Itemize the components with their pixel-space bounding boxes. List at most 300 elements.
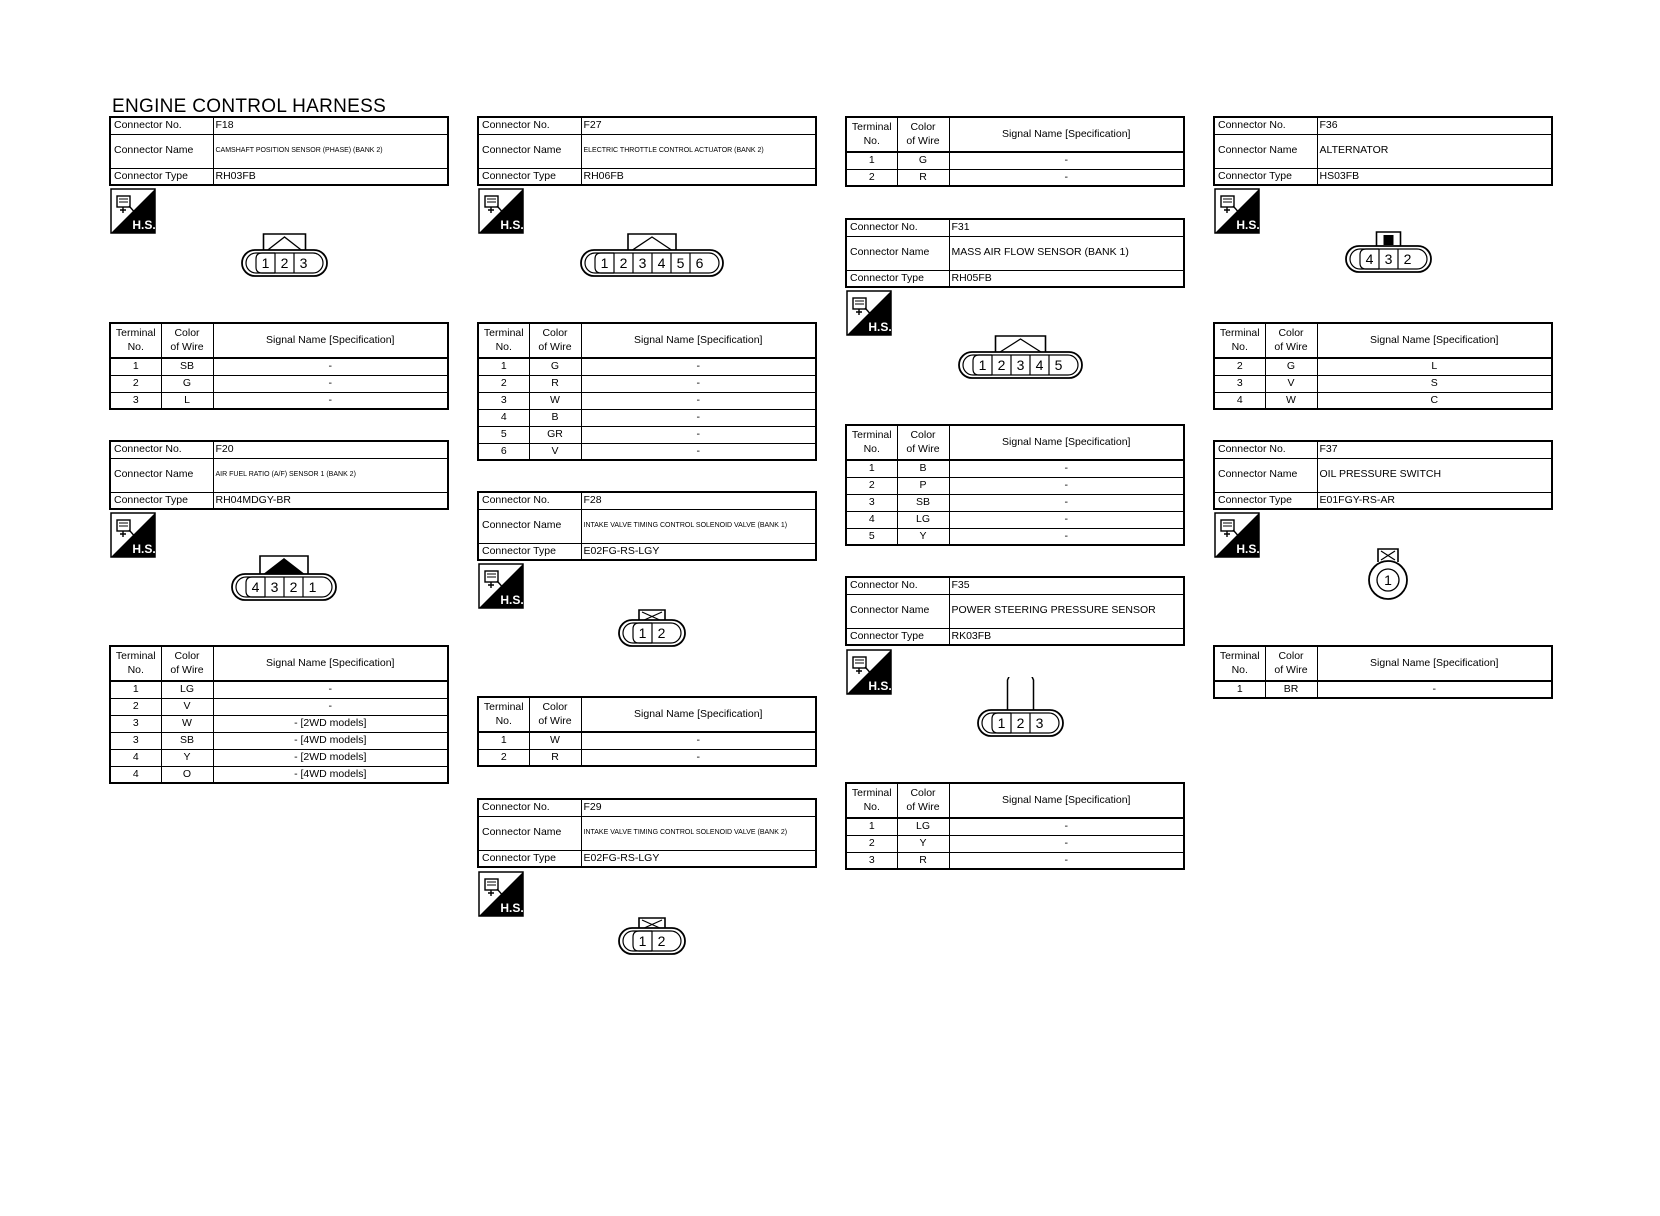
terminal-no-header-line2: No. bbox=[1231, 663, 1248, 676]
pin-label: 2 bbox=[997, 357, 1005, 373]
connector-no-value: F31 bbox=[949, 219, 1184, 236]
color-of-wire-header-line2: of Wire bbox=[906, 800, 940, 813]
color-of-wire-header-line2: of Wire bbox=[1274, 340, 1308, 353]
connector-no-value: F20 bbox=[213, 441, 448, 458]
wire-color-cell: SB bbox=[161, 732, 213, 749]
connector-name-row bbox=[110, 134, 448, 168]
connector-name-value: INTAKE VALVE TIMING CONTROL SOLENOID VALVE (BANK 2) bbox=[581, 816, 816, 850]
connector-type-value: E02FG-RS-LGY bbox=[581, 850, 816, 867]
connector-no-label: Connector No. bbox=[110, 441, 213, 458]
table-row bbox=[110, 392, 448, 409]
connector-no-row bbox=[846, 219, 1184, 236]
terminal-no-header-line1: Terminal bbox=[115, 650, 156, 663]
pin-label: 3 bbox=[1016, 357, 1024, 373]
terminal-no-header-line1: Terminal bbox=[851, 787, 892, 800]
connector-name-label: Connector Name bbox=[1214, 458, 1317, 492]
connector-diagram-f28 bbox=[616, 587, 688, 649]
signal-name-cell: - bbox=[949, 460, 1184, 477]
connector-name-row bbox=[1214, 458, 1552, 492]
terminal-table-header bbox=[1214, 323, 1552, 358]
pin-label: 2 bbox=[619, 255, 628, 271]
pin-label: 2 bbox=[657, 625, 666, 641]
terminal-no-cell: 1 bbox=[478, 732, 529, 749]
wire-color-cell: V bbox=[529, 443, 581, 460]
color-of-wire-header bbox=[897, 425, 949, 460]
signal-name-header: Signal Name [Specification] bbox=[213, 323, 448, 358]
terminal-no-header bbox=[846, 117, 897, 152]
terminal-no-cell: 3 bbox=[1214, 375, 1265, 392]
pin-label: 6 bbox=[695, 255, 704, 271]
connector-name-row bbox=[478, 816, 816, 850]
wire-color-cell: Y bbox=[897, 835, 949, 852]
connector-type-label: Connector Type bbox=[1214, 492, 1317, 509]
connector-latch bbox=[1007, 677, 1033, 711]
connector-name-value: CAMSHAFT POSITION SENSOR (PHASE) (BANK 2) bbox=[213, 134, 448, 168]
color-of-wire-header-line1: Color bbox=[174, 650, 200, 663]
color-of-wire-header-line1: Color bbox=[910, 429, 936, 442]
pin-label: 1 bbox=[997, 715, 1005, 731]
connector-type-label: Connector Type bbox=[846, 628, 949, 645]
connector-type-label: Connector Type bbox=[1214, 168, 1317, 185]
signal-name-header: Signal Name [Specification] bbox=[581, 697, 816, 732]
connector-diagram-f35 bbox=[975, 677, 1066, 739]
terminal-no-cell: 3 bbox=[478, 392, 529, 409]
terminal-no-cell: 3 bbox=[110, 392, 161, 409]
connector-no-value: F27 bbox=[581, 117, 816, 134]
wire-color-cell: W bbox=[1265, 392, 1317, 409]
signal-name-cell: - [4WD models] bbox=[213, 766, 448, 783]
connector-name-row bbox=[1214, 134, 1552, 168]
terminal-no-cell: 2 bbox=[110, 698, 161, 715]
color-of-wire-header-line2: of Wire bbox=[538, 340, 572, 353]
connector-type-row bbox=[110, 492, 448, 509]
signal-name-header: Signal Name [Specification] bbox=[949, 425, 1184, 460]
terminal-no-cell: 3 bbox=[846, 494, 897, 511]
terminal-no-header bbox=[846, 783, 897, 818]
terminal-no-cell: 2 bbox=[846, 835, 897, 852]
color-of-wire-header bbox=[897, 117, 949, 152]
table-row bbox=[110, 732, 448, 749]
hs-harness-side-icon bbox=[110, 512, 156, 558]
table-row bbox=[846, 511, 1184, 528]
connector-type-value: RH03FB bbox=[213, 168, 448, 185]
terminal-table-f28 bbox=[477, 696, 817, 767]
terminal-no-header-line1: Terminal bbox=[1219, 650, 1260, 663]
signal-name-header: Signal Name [Specification] bbox=[1317, 323, 1552, 358]
hs-badge-label: H.S. bbox=[1236, 218, 1260, 232]
pin-label: 3 bbox=[638, 255, 647, 271]
table-row bbox=[846, 169, 1184, 186]
wire-color-cell: GR bbox=[529, 426, 581, 443]
table-row bbox=[478, 409, 816, 426]
hs-badge-label: H.S. bbox=[500, 901, 524, 915]
terminal-table bbox=[477, 322, 817, 461]
terminal-no-cell: 1 bbox=[1214, 681, 1265, 698]
hs-badge-label: H.S. bbox=[1236, 542, 1260, 556]
table-row bbox=[846, 152, 1184, 169]
wire-color-cell: G bbox=[529, 358, 581, 375]
table-row bbox=[846, 528, 1184, 545]
table-row bbox=[110, 749, 448, 766]
connector-name-row bbox=[110, 458, 448, 492]
terminal-table-f29 bbox=[845, 116, 1185, 187]
wire-color-cell: SB bbox=[897, 494, 949, 511]
table-row bbox=[110, 715, 448, 732]
terminal-no-header-line1: Terminal bbox=[483, 327, 524, 340]
connector-no-row bbox=[478, 492, 816, 509]
connector-diagram-f18 bbox=[239, 217, 330, 279]
table-row bbox=[846, 477, 1184, 494]
wire-color-cell: W bbox=[529, 732, 581, 749]
terminal-table-f35 bbox=[845, 782, 1185, 870]
signal-name-cell: - bbox=[949, 152, 1184, 169]
terminal-no-cell: 5 bbox=[846, 528, 897, 545]
connector-type-row bbox=[478, 850, 816, 867]
connector-no-value: F36 bbox=[1317, 117, 1552, 134]
pin-label: 4 bbox=[1365, 251, 1373, 267]
terminal-no-cell: 1 bbox=[478, 358, 529, 375]
color-of-wire-header-line2: of Wire bbox=[538, 714, 572, 727]
terminal-no-header-line2: No. bbox=[863, 800, 880, 813]
wire-color-cell: G bbox=[897, 152, 949, 169]
pin-label: 3 bbox=[270, 579, 279, 595]
signal-name-cell: - bbox=[949, 477, 1184, 494]
color-of-wire-header bbox=[1265, 323, 1317, 358]
terminal-no-header bbox=[110, 646, 161, 681]
connector-name-row bbox=[478, 509, 816, 543]
connector-type-row bbox=[846, 628, 1184, 645]
color-of-wire-header-line2: of Wire bbox=[170, 340, 204, 353]
wire-color-cell: O bbox=[161, 766, 213, 783]
terminal-table bbox=[1213, 322, 1553, 410]
terminal-table bbox=[1213, 645, 1553, 699]
terminal-no-header-line1: Terminal bbox=[483, 701, 524, 714]
signal-name-cell: - [2WD models] bbox=[213, 715, 448, 732]
connector-name-value: MASS AIR FLOW SENSOR (BANK 1) bbox=[949, 236, 1184, 270]
terminal-no-cell: 4 bbox=[846, 511, 897, 528]
wire-color-cell: LG bbox=[897, 511, 949, 528]
connector-no-row bbox=[110, 441, 448, 458]
table-row bbox=[846, 818, 1184, 835]
wire-color-cell: LG bbox=[161, 681, 213, 698]
terminal-table bbox=[845, 782, 1185, 870]
hs-badge-label: H.S. bbox=[500, 218, 524, 232]
pin-label: 1 bbox=[600, 255, 609, 271]
wire-color-cell: Y bbox=[161, 749, 213, 766]
pin-label: 2 bbox=[289, 579, 298, 595]
connector-type-value: E02FG-RS-LGY bbox=[581, 543, 816, 560]
connector-info-f20 bbox=[109, 440, 449, 510]
wire-color-cell: R bbox=[529, 375, 581, 392]
signal-name-header: Signal Name [Specification] bbox=[581, 323, 816, 358]
terminal-no-header bbox=[1214, 323, 1265, 358]
wire-color-cell: Y bbox=[897, 528, 949, 545]
connector-no-label: Connector No. bbox=[478, 799, 581, 816]
terminal-no-header bbox=[1214, 646, 1265, 681]
table-row bbox=[1214, 358, 1552, 375]
color-of-wire-header bbox=[161, 646, 213, 681]
terminal-no-cell: 2 bbox=[478, 749, 529, 766]
connector-no-value: F35 bbox=[949, 577, 1184, 594]
connector-name-value: OIL PRESSURE SWITCH bbox=[1317, 458, 1552, 492]
wire-color-cell: P bbox=[897, 477, 949, 494]
terminal-table-f27 bbox=[477, 322, 817, 461]
signal-name-cell: - bbox=[581, 358, 816, 375]
wire-color-cell: W bbox=[161, 715, 213, 732]
color-of-wire-header-line1: Color bbox=[542, 701, 568, 714]
table-row bbox=[478, 443, 816, 460]
signal-name-cell: - bbox=[949, 852, 1184, 869]
connector-name-value: ALTERNATOR bbox=[1317, 134, 1552, 168]
table-row bbox=[1214, 375, 1552, 392]
connector-info-table bbox=[477, 798, 817, 868]
terminal-table-header bbox=[110, 323, 448, 358]
color-of-wire-header-line2: of Wire bbox=[906, 442, 940, 455]
hs-harness-side-icon bbox=[846, 290, 892, 336]
signal-name-cell: - bbox=[581, 375, 816, 392]
signal-name-cell: - bbox=[213, 375, 448, 392]
wire-color-cell: R bbox=[529, 749, 581, 766]
terminal-no-cell: 4 bbox=[110, 766, 161, 783]
terminal-no-cell: 3 bbox=[110, 715, 161, 732]
pin-label: 2 bbox=[1016, 715, 1024, 731]
connector-type-label: Connector Type bbox=[110, 492, 213, 509]
signal-name-header: Signal Name [Specification] bbox=[949, 117, 1184, 152]
terminal-no-cell: 4 bbox=[478, 409, 529, 426]
signal-name-cell: S bbox=[1317, 375, 1552, 392]
signal-name-cell: - [2WD models] bbox=[213, 749, 448, 766]
connector-info-f29 bbox=[477, 798, 817, 868]
signal-name-header: Signal Name [Specification] bbox=[213, 646, 448, 681]
hs-badge-label: H.S. bbox=[868, 679, 892, 693]
color-of-wire-header-line2: of Wire bbox=[1274, 663, 1308, 676]
terminal-no-header-line2: No. bbox=[863, 134, 880, 147]
terminal-table-f37 bbox=[1213, 645, 1553, 699]
connector-no-label: Connector No. bbox=[846, 219, 949, 236]
hs-harness-side-icon bbox=[846, 649, 892, 695]
connector-name-label: Connector Name bbox=[478, 816, 581, 850]
hs-harness-side-icon bbox=[1214, 188, 1260, 234]
color-of-wire-header-line2: of Wire bbox=[170, 663, 204, 676]
color-of-wire-header bbox=[897, 783, 949, 818]
pin-label: 1 bbox=[308, 579, 317, 595]
terminal-no-cell: 3 bbox=[846, 852, 897, 869]
connector-info-f28 bbox=[477, 491, 817, 561]
signal-name-cell: - bbox=[581, 443, 816, 460]
pin-label: 3 bbox=[1384, 251, 1392, 267]
connector-name-label: Connector Name bbox=[110, 134, 213, 168]
connector-no-value: F29 bbox=[581, 799, 816, 816]
wire-color-cell: BR bbox=[1265, 681, 1317, 698]
wire-color-cell: V bbox=[161, 698, 213, 715]
pin-label: 3 bbox=[299, 255, 307, 271]
color-of-wire-header bbox=[529, 697, 581, 732]
connector-diagram-f31 bbox=[956, 319, 1085, 381]
hs-badge-label: H.S. bbox=[132, 218, 156, 232]
pin-label: 2 bbox=[1403, 251, 1411, 267]
connector-info-table bbox=[845, 218, 1185, 288]
connector-name-value: AIR FUEL RATIO (A/F) SENSOR 1 (BANK 2) bbox=[213, 458, 448, 492]
signal-name-cell: - bbox=[1317, 681, 1552, 698]
connector-type-row bbox=[846, 270, 1184, 287]
connector-type-value: HS03FB bbox=[1317, 168, 1552, 185]
hs-badge-label: H.S. bbox=[868, 320, 892, 334]
terminal-no-cell: 1 bbox=[846, 152, 897, 169]
wire-color-cell: R bbox=[897, 852, 949, 869]
terminal-no-cell: 1 bbox=[846, 818, 897, 835]
connector-name-row bbox=[846, 236, 1184, 270]
terminal-table bbox=[109, 322, 449, 410]
terminal-table bbox=[845, 424, 1185, 546]
connector-no-value: F28 bbox=[581, 492, 816, 509]
color-of-wire-header bbox=[1265, 646, 1317, 681]
connector-name-label: Connector Name bbox=[846, 236, 949, 270]
pin-label: 1 bbox=[638, 933, 647, 949]
connector-info-table bbox=[477, 491, 817, 561]
signal-name-cell: - bbox=[949, 528, 1184, 545]
connector-info-table bbox=[109, 116, 449, 186]
terminal-no-cell: 4 bbox=[110, 749, 161, 766]
signal-name-cell: - bbox=[949, 494, 1184, 511]
connector-no-value: F37 bbox=[1317, 441, 1552, 458]
wire-color-cell: L bbox=[161, 392, 213, 409]
connector-type-row bbox=[478, 543, 816, 560]
wire-color-cell: SB bbox=[161, 358, 213, 375]
terminal-no-header-line1: Terminal bbox=[851, 121, 892, 134]
terminal-table-f18 bbox=[109, 322, 449, 410]
terminal-no-header-line1: Terminal bbox=[115, 327, 156, 340]
connector-type-label: Connector Type bbox=[478, 543, 581, 560]
connector-type-label: Connector Type bbox=[110, 168, 213, 185]
hs-harness-side-icon bbox=[478, 563, 524, 609]
terminal-no-header-line1: Terminal bbox=[851, 429, 892, 442]
color-of-wire-header bbox=[161, 323, 213, 358]
terminal-table-header bbox=[846, 117, 1184, 152]
table-row bbox=[110, 681, 448, 698]
terminal-table-header bbox=[846, 783, 1184, 818]
connector-name-label: Connector Name bbox=[478, 509, 581, 543]
terminal-no-header-line2: No. bbox=[1231, 340, 1248, 353]
connector-info-table bbox=[109, 440, 449, 510]
connector-no-value: F18 bbox=[213, 117, 448, 134]
pin-label: 4 bbox=[1035, 357, 1043, 373]
color-of-wire-header-line1: Color bbox=[542, 327, 568, 340]
table-row bbox=[110, 698, 448, 715]
table-row bbox=[110, 375, 448, 392]
connector-type-label: Connector Type bbox=[478, 168, 581, 185]
terminal-no-header bbox=[110, 323, 161, 358]
color-of-wire-header-line1: Color bbox=[1278, 327, 1304, 340]
pin-label: 4 bbox=[251, 579, 260, 595]
terminal-no-header bbox=[478, 697, 529, 732]
table-row bbox=[478, 426, 816, 443]
terminal-no-header-line2: No. bbox=[127, 663, 144, 676]
color-of-wire-header-line1: Color bbox=[174, 327, 200, 340]
terminal-table bbox=[477, 696, 817, 767]
connector-name-value: ELECTRIC THROTTLE CONTROL ACTUATOR (BANK 2) bbox=[581, 134, 816, 168]
connector-info-f35 bbox=[845, 576, 1185, 646]
table-row bbox=[478, 392, 816, 409]
table-row bbox=[478, 749, 816, 766]
connector-type-value: RH04MDGY-BR bbox=[213, 492, 448, 509]
terminal-table-header bbox=[1214, 646, 1552, 681]
connector-info-f27 bbox=[477, 116, 817, 186]
terminal-no-cell: 3 bbox=[110, 732, 161, 749]
connector-type-value: E01FGY-RS-AR bbox=[1317, 492, 1552, 509]
terminal-table-header bbox=[846, 425, 1184, 460]
signal-name-cell: - bbox=[581, 749, 816, 766]
connector-no-row bbox=[1214, 441, 1552, 458]
connector-type-row bbox=[478, 168, 816, 185]
connector-info-f31 bbox=[845, 218, 1185, 288]
signal-name-cell: - bbox=[581, 409, 816, 426]
table-row bbox=[110, 358, 448, 375]
hs-harness-side-icon bbox=[478, 871, 524, 917]
table-row bbox=[1214, 392, 1552, 409]
signal-name-cell: - bbox=[949, 169, 1184, 186]
connector-no-row bbox=[846, 577, 1184, 594]
wire-color-cell: LG bbox=[897, 818, 949, 835]
hs-harness-side-icon bbox=[110, 188, 156, 234]
terminal-no-cell: 4 bbox=[1214, 392, 1265, 409]
pin-label: 1 bbox=[978, 357, 986, 373]
pin-label: 2 bbox=[280, 255, 288, 271]
table-row bbox=[846, 835, 1184, 852]
connector-no-row bbox=[478, 117, 816, 134]
connector-name-label: Connector Name bbox=[1214, 134, 1317, 168]
connector-no-label: Connector No. bbox=[478, 117, 581, 134]
terminal-no-cell: 2 bbox=[478, 375, 529, 392]
connector-diagram-f37 bbox=[1366, 546, 1410, 602]
terminal-no-cell: 1 bbox=[846, 460, 897, 477]
table-row bbox=[110, 766, 448, 783]
pin-label: 5 bbox=[1054, 357, 1062, 373]
wire-color-cell: V bbox=[1265, 375, 1317, 392]
connector-no-label: Connector No. bbox=[1214, 441, 1317, 458]
pin-label: 1 bbox=[261, 255, 269, 271]
signal-name-cell: - bbox=[213, 698, 448, 715]
pin-label: 1 bbox=[1384, 572, 1392, 588]
signal-name-header: Signal Name [Specification] bbox=[1317, 646, 1552, 681]
terminal-table-header bbox=[110, 646, 448, 681]
wire-color-cell: B bbox=[529, 409, 581, 426]
connector-info-f18 bbox=[109, 116, 449, 186]
connector-type-value: RK03FB bbox=[949, 628, 1184, 645]
connector-diagram-f29 bbox=[616, 895, 688, 957]
connector-diagram-f27 bbox=[578, 217, 726, 279]
terminal-no-cell: 1 bbox=[110, 358, 161, 375]
hs-harness-side-icon bbox=[1214, 512, 1260, 558]
terminal-table-f20 bbox=[109, 645, 449, 784]
terminal-no-cell: 1 bbox=[110, 681, 161, 698]
signal-name-cell: - bbox=[581, 426, 816, 443]
signal-name-cell: L bbox=[1317, 358, 1552, 375]
terminal-no-cell: 2 bbox=[846, 477, 897, 494]
connector-type-label: Connector Type bbox=[846, 270, 949, 287]
connector-name-label: Connector Name bbox=[846, 594, 949, 628]
connector-name-value: INTAKE VALVE TIMING CONTROL SOLENOID VALVE (BANK 1) bbox=[581, 509, 816, 543]
pin-label: 3 bbox=[1035, 715, 1043, 731]
pin-label: 4 bbox=[657, 255, 666, 271]
connector-type-value: RH05FB bbox=[949, 270, 1184, 287]
terminal-no-cell: 2 bbox=[846, 169, 897, 186]
connector-info-table bbox=[845, 576, 1185, 646]
signal-name-cell: - bbox=[213, 358, 448, 375]
signal-name-cell: - bbox=[949, 818, 1184, 835]
connector-info-table bbox=[477, 116, 817, 186]
table-row bbox=[846, 494, 1184, 511]
signal-name-cell: - bbox=[581, 392, 816, 409]
